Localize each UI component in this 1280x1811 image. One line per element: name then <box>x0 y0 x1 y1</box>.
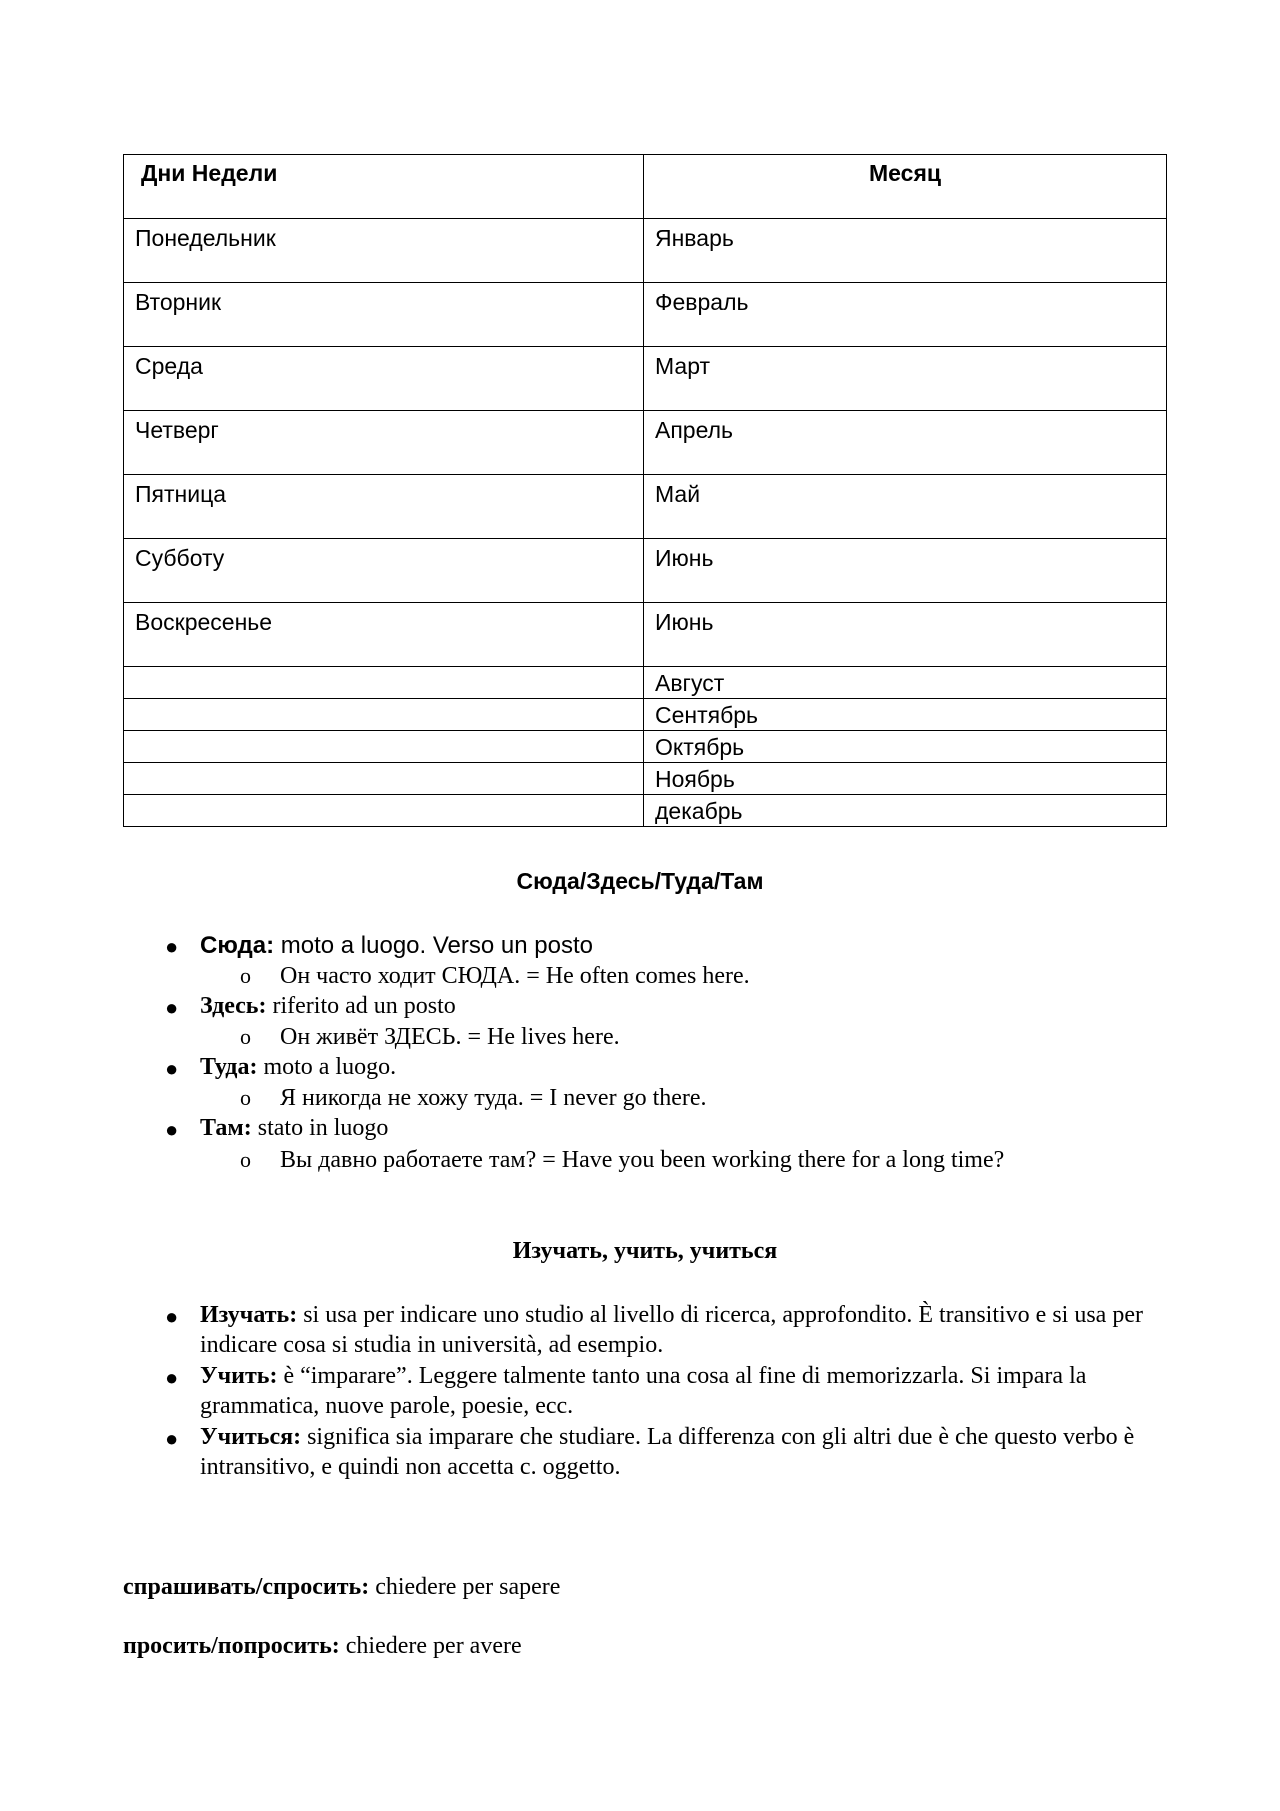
description: moto a luogo. <box>257 1054 397 1080</box>
table-row <box>124 763 1167 795</box>
month-cell: Сентябрь <box>644 699 1167 731</box>
term: просить/попросить: <box>123 1633 340 1659</box>
list-item <box>200 1052 396 1082</box>
section1-title: Сюда/Здесь/Туда/Там <box>516 868 764 894</box>
day-cell: Воскресенье <box>124 603 644 667</box>
description: riferito ad un posto <box>266 993 456 1019</box>
day-cell <box>124 795 644 827</box>
description: moto a luogo. Verso un posto <box>274 932 593 959</box>
term: Здесь: <box>200 993 267 1019</box>
table-row <box>124 283 1167 347</box>
sub-bullet-icon: o <box>240 1147 251 1172</box>
day-cell: Субботу <box>124 539 644 603</box>
bullet-icon: ● <box>165 1365 179 1390</box>
term: Сюда: <box>200 932 275 959</box>
calendar-table <box>123 154 1167 827</box>
example: Я никогда не хожу туда. = I never go there. <box>280 1085 707 1111</box>
example: Он живёт ЗДЕСЬ. = He lives here. <box>280 1024 620 1050</box>
day-cell <box>124 667 644 699</box>
day-cell: Понедельник <box>124 219 644 283</box>
example: Вы давно работаете там? = Have you been working there for a long time? <box>280 1147 1005 1173</box>
description: chiedere per avere <box>339 1633 522 1659</box>
table-row <box>124 539 1167 603</box>
bullet-icon: ● <box>165 1304 179 1329</box>
table-row <box>124 347 1167 411</box>
bullet-icon: ● <box>165 1426 179 1451</box>
month-cell: Апрель <box>644 411 1167 475</box>
month-cell: Март <box>644 347 1167 411</box>
term: Туда: <box>200 1054 258 1080</box>
header-month: Месяц <box>644 155 1167 219</box>
month-cell: Июнь <box>644 603 1167 667</box>
list-item <box>200 1113 388 1143</box>
term: Учиться: <box>200 1424 302 1450</box>
sub-bullet-icon: o <box>240 1024 251 1049</box>
term: спрашивать/спросить: <box>123 1574 370 1600</box>
list-item <box>200 991 456 1021</box>
description: stato in luogo <box>251 1115 389 1141</box>
section2-title: Изучать, учить, учиться <box>512 1238 778 1264</box>
month-cell: Июнь <box>644 539 1167 603</box>
list-item <box>200 931 593 961</box>
bullet-icon: ● <box>165 1117 179 1142</box>
day-cell: Пятница <box>124 475 644 539</box>
day-cell <box>124 763 644 795</box>
term: Изучать: <box>200 1302 298 1328</box>
bullet-icon: ● <box>165 934 179 959</box>
month-cell: Август <box>644 667 1167 699</box>
bullet-icon: ● <box>165 995 179 1020</box>
description: è “imparare”. Leggere talmente tanto una cosa al fine di memorizzarla. Si impara la grammatica, nuove parole, poesie, ecc. <box>200 1363 1087 1419</box>
month-cell: Январь <box>644 219 1167 283</box>
example: Он часто ходит СЮДА. = He often comes here. <box>280 963 750 989</box>
month-cell: Октябрь <box>644 731 1167 763</box>
month-cell: Февраль <box>644 283 1167 347</box>
day-cell <box>124 699 644 731</box>
month-cell: декабрь <box>644 795 1167 827</box>
table-header-row <box>124 155 1167 219</box>
table-row <box>124 219 1167 283</box>
table-row <box>124 795 1167 827</box>
list-item <box>200 1422 1170 1482</box>
header-days: Дни Недели <box>124 155 644 219</box>
sub-bullet-icon: o <box>240 963 251 988</box>
table-row <box>124 603 1167 667</box>
term: Учить: <box>200 1363 278 1389</box>
day-cell: Вторник <box>124 283 644 347</box>
month-cell: Ноябрь <box>644 763 1167 795</box>
definition-line <box>123 1633 522 1660</box>
description: si usa per indicare uno studio al livello di ricerca, approfondito. È transitivo e si usa per indicare cosa si studia in università, ad esempio. <box>200 1302 1143 1358</box>
bullet-icon: ● <box>165 1056 179 1081</box>
definition-line <box>123 1574 560 1601</box>
table-row <box>124 411 1167 475</box>
table-row <box>124 699 1167 731</box>
month-cell: Май <box>644 475 1167 539</box>
table-row <box>124 731 1167 763</box>
description: chiedere per sapere <box>369 1574 561 1600</box>
day-cell: Четверг <box>124 411 644 475</box>
list-item <box>200 1300 1170 1360</box>
table-row <box>124 667 1167 699</box>
day-cell <box>124 731 644 763</box>
list-item <box>200 1361 1170 1421</box>
day-cell: Среда <box>124 347 644 411</box>
table-row <box>124 475 1167 539</box>
description: significa sia imparare che studiare. La differenza con gli altri due è che questo verbo è intransitivo, e quindi non accetta c. oggetto. <box>200 1424 1135 1480</box>
sub-bullet-icon: o <box>240 1085 251 1110</box>
term: Там: <box>200 1115 252 1141</box>
